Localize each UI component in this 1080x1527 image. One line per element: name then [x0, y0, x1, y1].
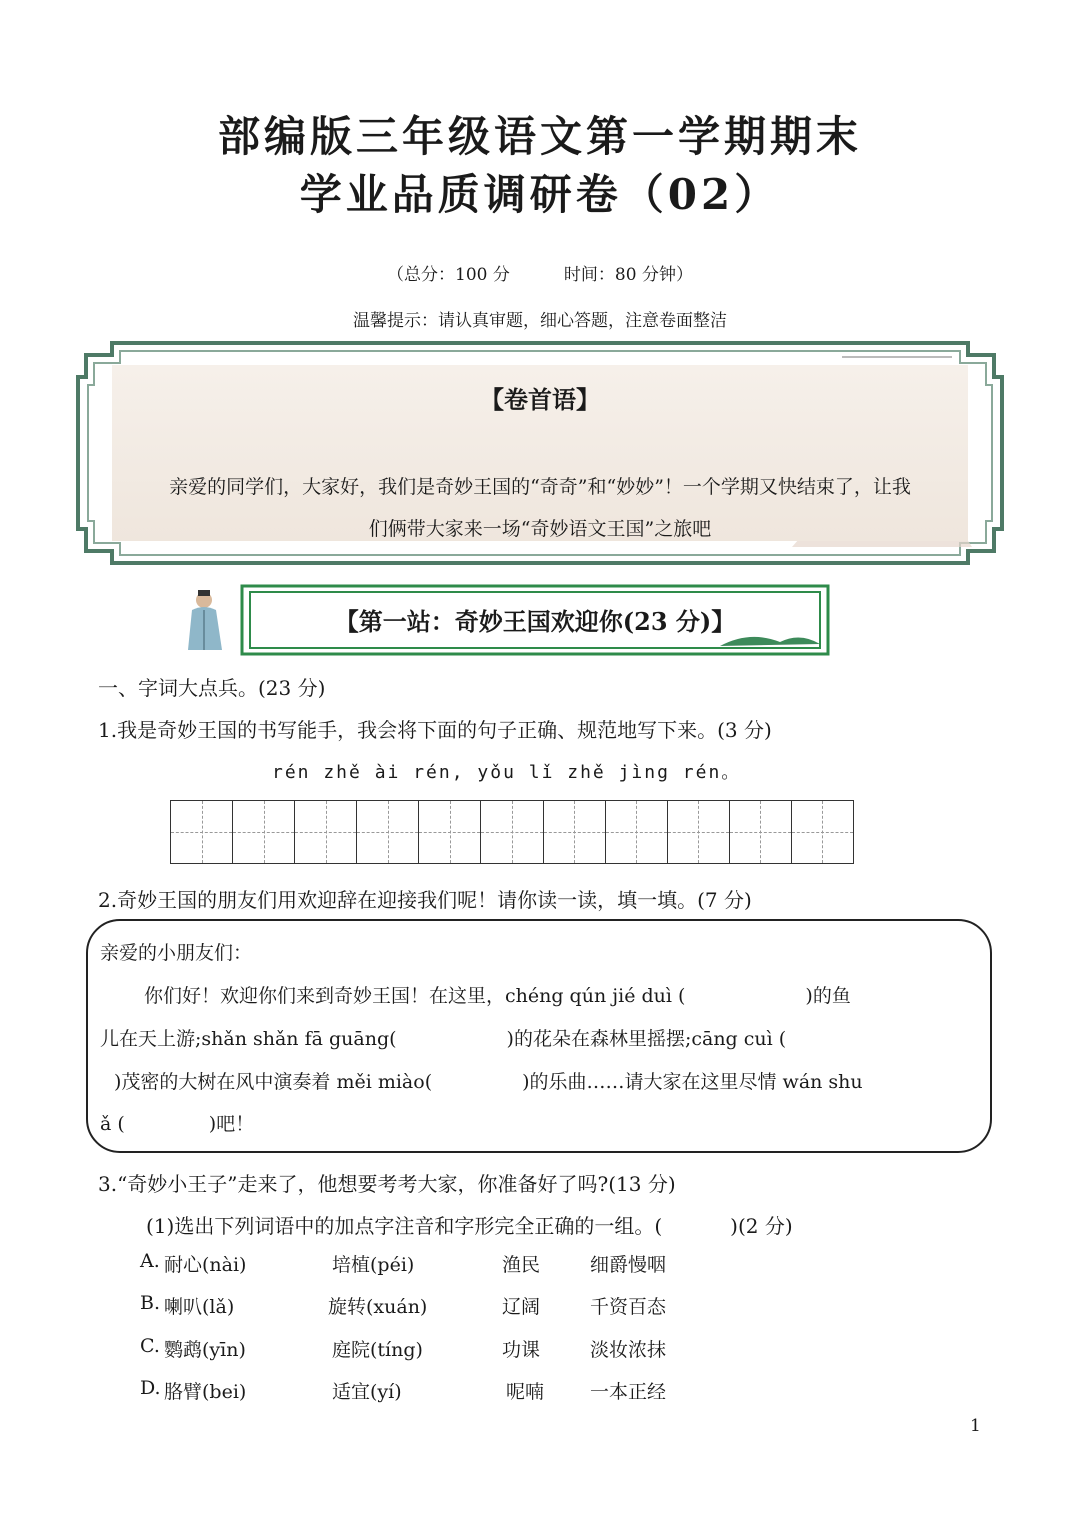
exam-title-line1: 部编版三年级语文第一学期期末 [217, 112, 862, 161]
option-word-1: 喇叭(lǎ) [164, 1296, 235, 1318]
letter-line4-end: )吧！ [208, 1113, 255, 1135]
grid-cell[interactable] [357, 801, 419, 863]
writing-grid[interactable] [170, 800, 854, 864]
page-number: 1 [970, 1416, 981, 1436]
score-info: （总分：100 分 时间：80 分钟） [387, 265, 693, 285]
option-word-3: 辽阔 [502, 1296, 541, 1318]
letter-line1-end: )的鱼 [805, 985, 851, 1007]
q1-text: 1.我是奇妙王国的书写能手，我会将下面的句子正确、规范地写下来。(3 分) [98, 718, 772, 742]
grid-cell[interactable] [295, 801, 357, 863]
letter-line3 [114, 1061, 863, 1103]
grid-cell[interactable] [233, 801, 295, 863]
option-word-3: 功课 [502, 1339, 541, 1361]
grid-cell[interactable] [730, 801, 792, 863]
grid-cell[interactable] [544, 801, 606, 863]
letter-line3-text: )茂密的大树在风中演奏着 měi miào( [114, 1071, 433, 1093]
option-label: B. [140, 1292, 161, 1314]
option-word-4: 细爵慢咽 [590, 1254, 667, 1276]
q3-text: 3.“奇妙小王子”走来了，他想要考考大家，你准备好了吗?(13 分) [98, 1172, 676, 1196]
grid-cell[interactable] [171, 801, 233, 863]
letter-line2-end: )的花朵在森林里摇摆;cāng cuì ( [506, 1028, 787, 1050]
grid-cell[interactable] [419, 801, 481, 863]
preface-heading: 【卷首语】 [480, 385, 600, 414]
option-word-2: 培植(péi) [332, 1254, 415, 1276]
preface-text-line1: 亲爱的同学们，大家好，我们是奇妙王国的“奇奇”和“妙妙”！一个学期又快结束了，让我 [169, 476, 911, 498]
grid-cell[interactable] [606, 801, 668, 863]
option-word-3: 渔民 [502, 1254, 541, 1276]
q3-sub1-points: )(2 分) [730, 1214, 793, 1238]
grid-cell[interactable] [481, 801, 543, 863]
letter-line2 [100, 1018, 786, 1060]
option-label: C. [140, 1335, 160, 1357]
option-word-1: 胳臂(bei) [164, 1381, 247, 1403]
preface-text-line2: 们俩带大家来一场“奇妙语文王国”之旅吧 [368, 518, 712, 540]
q3-sub1-text: (1)选出下列词语中的加点字注音和字形完全正确的一组。( [146, 1214, 663, 1238]
option-word-2: 庭院(tíng) [332, 1339, 423, 1361]
option-word-1: 鹦鹉(yīn) [164, 1339, 246, 1361]
section1-title: 一、字词大点兵。(23 分) [98, 676, 326, 700]
option-word-4: 一本正经 [590, 1381, 667, 1403]
letter-line1-text: 你们好！欢迎你们来到奇妙王国！在这里，chéng qún jié duì ( [144, 985, 686, 1007]
option-label: A. [140, 1250, 160, 1272]
grid-cell[interactable] [668, 801, 730, 863]
scholar-figure-icon [182, 588, 228, 654]
letter-line4-text: ǎ ( [100, 1113, 125, 1135]
option-word-4: 千资百态 [590, 1296, 667, 1318]
option-label: D. [140, 1377, 161, 1399]
tip-text: 温馨提示：请认真审题，细心答题，注意卷面整洁 [353, 311, 727, 331]
option-word-3: 呢喃 [506, 1381, 545, 1403]
option-word-1: 耐心(nài) [164, 1254, 247, 1276]
station-banner [240, 584, 830, 656]
letter-greeting: 亲爱的小朋友们： [100, 942, 253, 964]
letter-line4 [100, 1103, 254, 1145]
letter-line1 [144, 975, 851, 1017]
exam-title-line2: 学业品质调研卷（02） [299, 170, 781, 219]
q1-pinyin: rén zhě ài rén, yǒu lǐ zhě jìng rén。 [272, 762, 742, 783]
q2-text: 2.奇妙王国的朋友们用欢迎辞在迎接我们呢！请你读一读，填一填。(7 分) [98, 888, 752, 912]
option-word-4: 淡妆浓抹 [590, 1339, 667, 1361]
station-title: 【第一站：奇妙王国欢迎你(23 分)】 [334, 607, 736, 636]
option-word-2: 适宜(yí) [332, 1381, 402, 1403]
letter-line2-text: 儿在天上游;shǎn shǎn fā guāng( [100, 1028, 397, 1050]
grid-cell[interactable] [792, 801, 853, 863]
option-word-2: 旋转(xuán) [328, 1296, 428, 1318]
letter-line3-end: )的乐曲……请大家在这里尽情 wán shu [522, 1071, 863, 1093]
q3-sub1 [146, 1210, 793, 1239]
